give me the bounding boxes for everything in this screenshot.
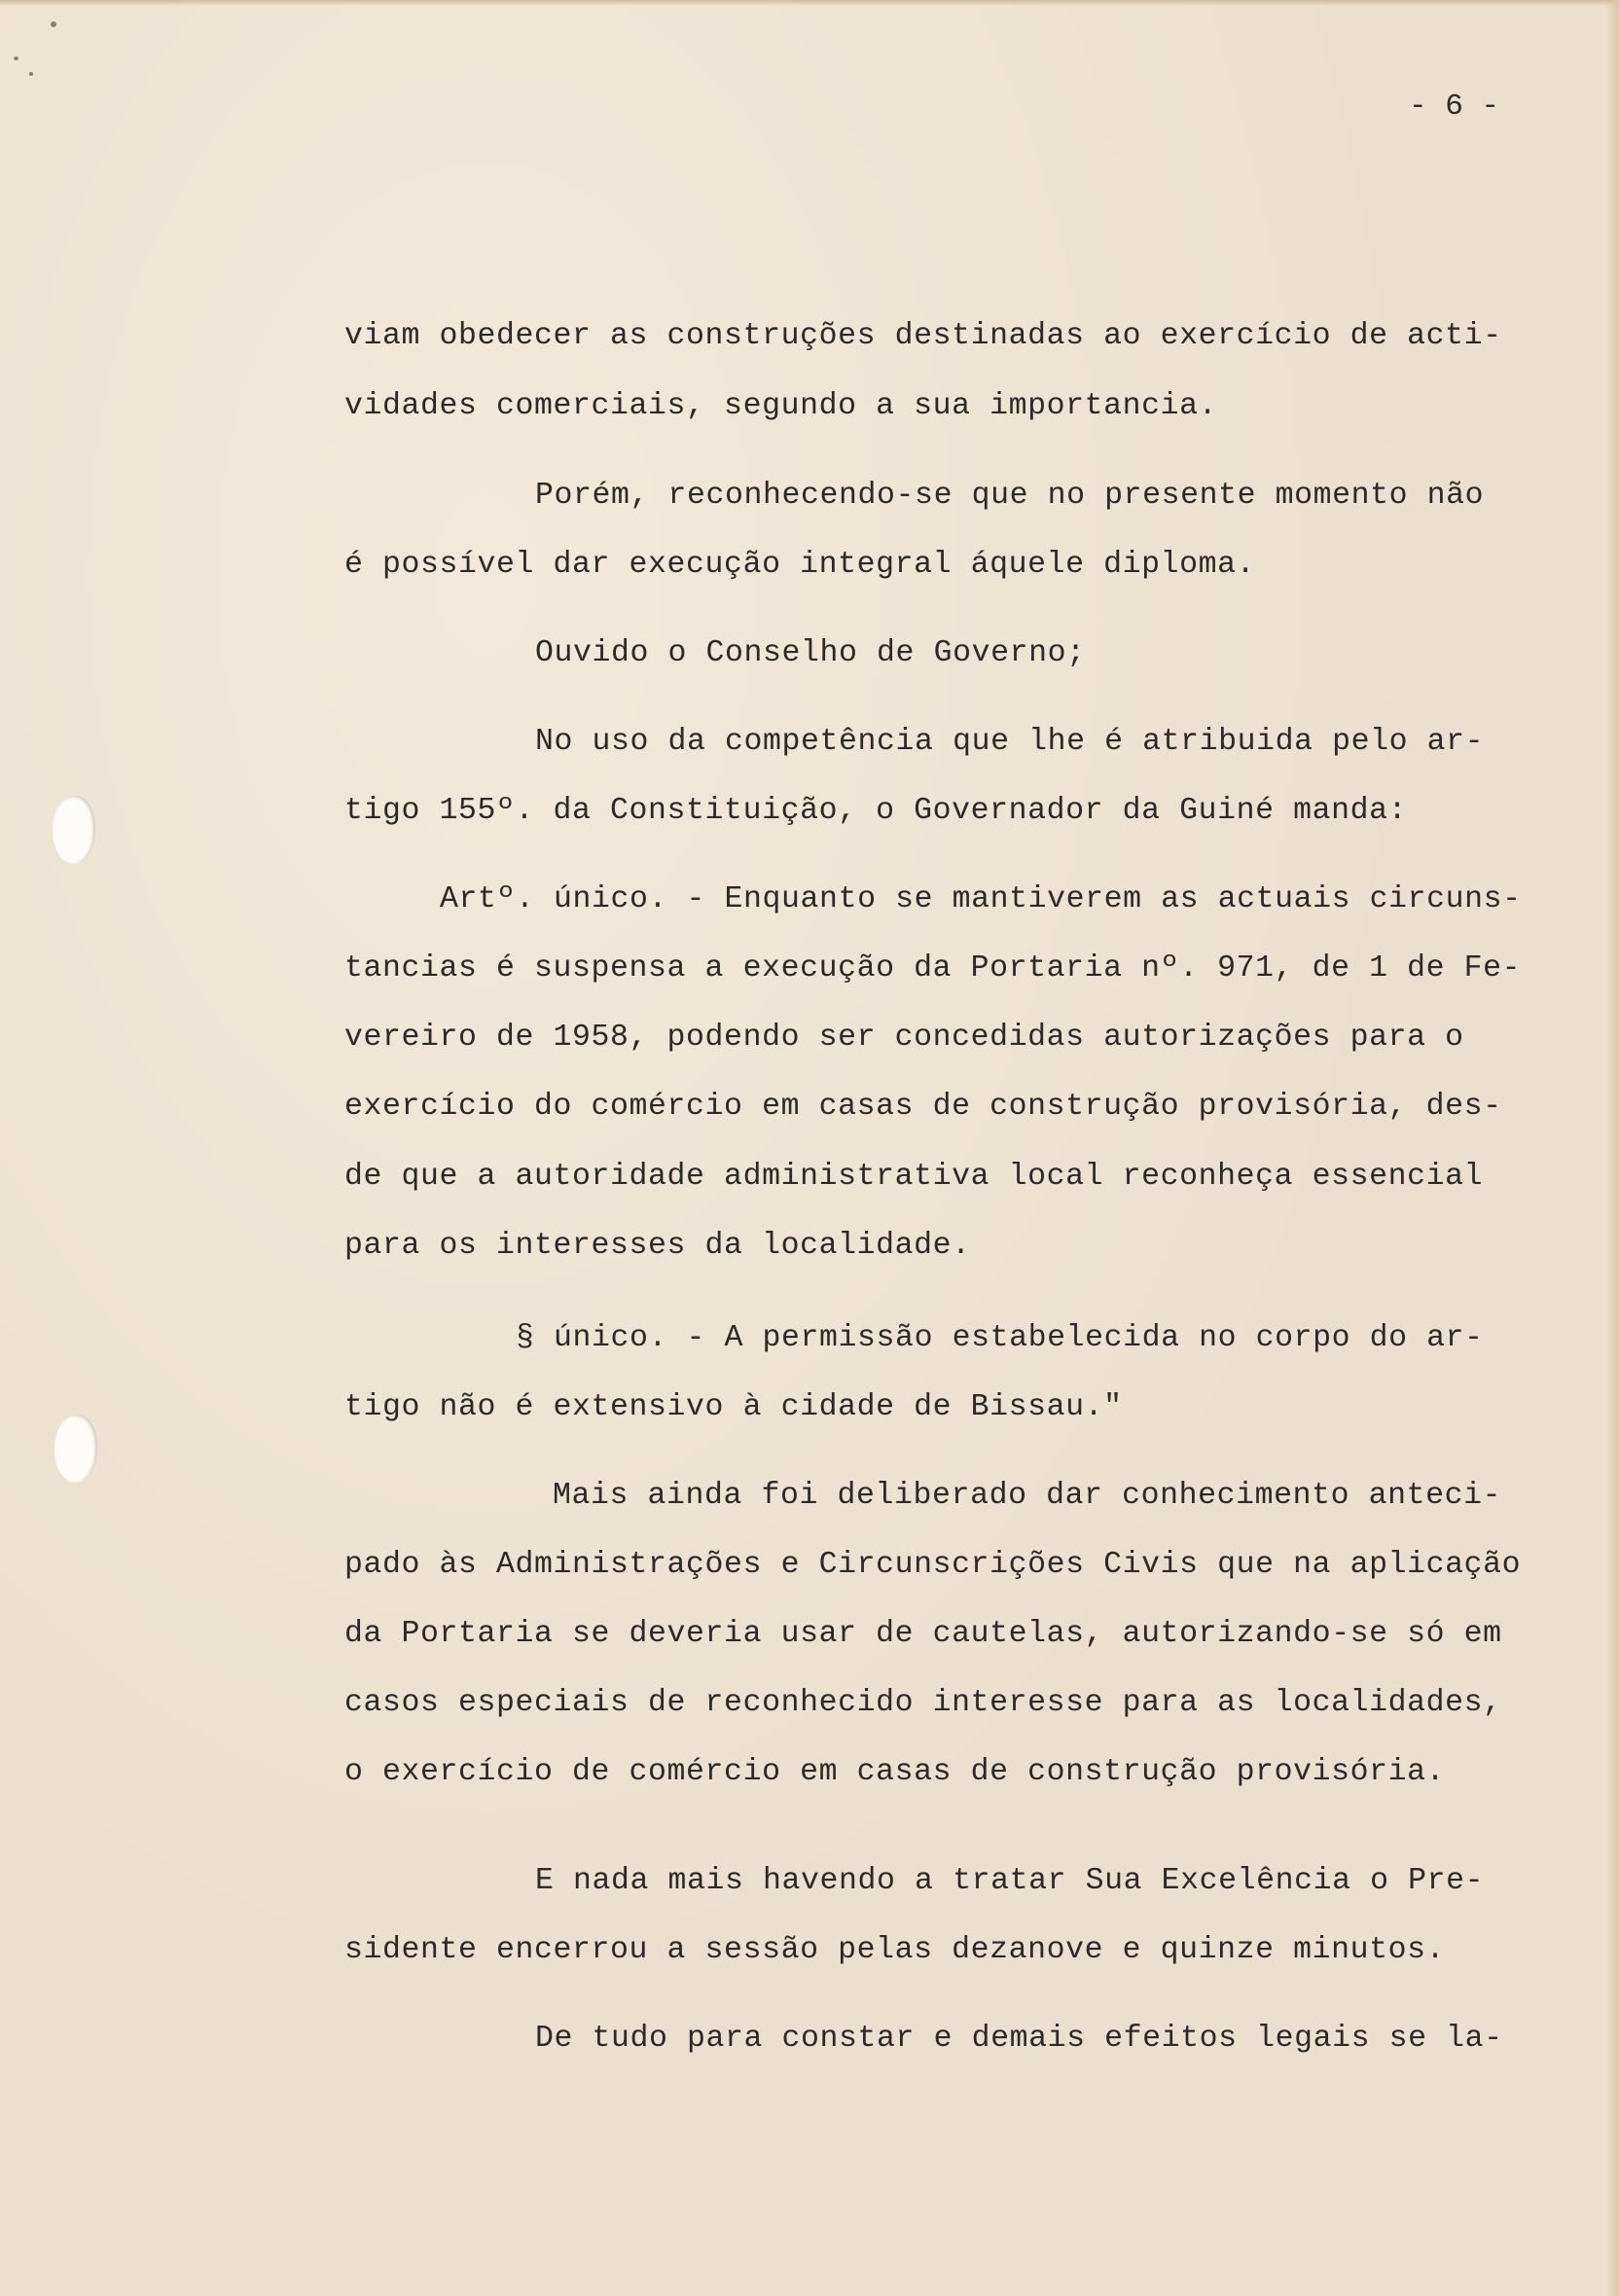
text-line: No uso da competência que lhe é atribuida pelo ar- (535, 725, 1485, 759)
text-line: da Portaria se deveria usar de cautelas, autorizando-se só em (344, 1617, 1502, 1651)
text-line: De tudo para constar e demais efeitos legais se la- (535, 2022, 1503, 2056)
page-number: - 6 - (1409, 90, 1500, 124)
text-line: viam obedecer as construções destinadas ao exercício de acti- (344, 319, 1502, 353)
paper-speck (51, 21, 56, 27)
text-line: Artº. único. - Enquanto se mantiverem as actuais circuns- (440, 882, 1522, 916)
paper-speck (14, 56, 18, 60)
text-line: vidades comerciais, segundo a sua importancia. (344, 389, 1218, 423)
text-line: vereiro de 1958, podendo ser concedidas autorizações para o (344, 1021, 1464, 1055)
punch-hole (54, 1415, 97, 1483)
paper-right-edge (1605, 0, 1619, 2296)
text-line: para os interesses da localidade. (344, 1229, 971, 1263)
text-line: é possível dar execução integral áquele diploma. (344, 548, 1256, 582)
text-line: tigo 155º. da Constituição, o Governador da Guiné manda: (344, 794, 1408, 828)
text-line: Porém, reconhecendo-se que no presente momento não (535, 479, 1485, 513)
text-line: o exercício de comércio em casas de construção provisória. (344, 1755, 1446, 1789)
punch-hole (53, 796, 95, 864)
text-line: Ouvido o Conselho de Governo; (535, 636, 1086, 670)
text-line: tigo não é extensivo à cidade de Bissau." (344, 1390, 1123, 1424)
text-line: de que a autoridade administrativa local reconheça essencial (344, 1160, 1484, 1194)
text-line: tancias é suspensa a execução da Portaria nº. 971, de 1 de Fe- (344, 951, 1522, 986)
paper-speck (29, 72, 33, 76)
text-line: § único. - A permissão estabelecida no corpo do ar- (516, 1321, 1484, 1355)
text-line: Mais ainda foi deliberado dar conhecimento anteci- (553, 1479, 1502, 1513)
text-line: casos especiais de reconhecido interesse para as localidades, (344, 1686, 1502, 1720)
text-line: pado às Administrações e Circunscrições Civis que na aplicação (344, 1548, 1522, 1582)
text-line: sidente encerrou a sessão pelas dezanove e quinze minutos. (344, 1933, 1446, 1967)
text-line: E nada mais havendo a tratar Sua Excelência o Pre- (535, 1864, 1485, 1898)
text-line: exercício do comércio em casas de construção provisória, des- (344, 1090, 1502, 1124)
paper-top-edge (0, 0, 1619, 6)
